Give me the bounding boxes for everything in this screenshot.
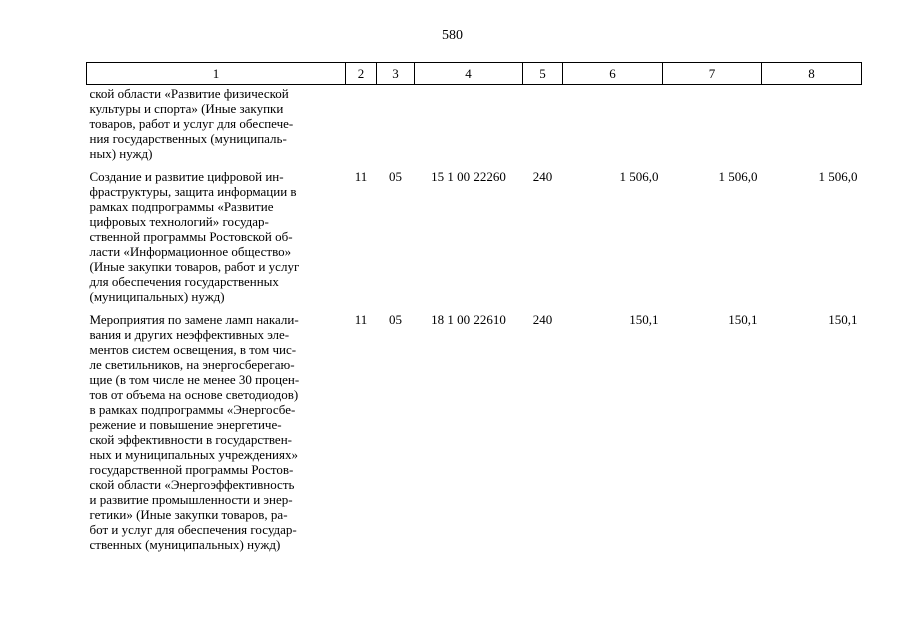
cell-pr: 05 (389, 169, 402, 184)
cell-year-1: 1 506,0 (619, 169, 659, 184)
table-row (87, 85, 862, 170)
description-line: ле светильников, на энергосберегаю- (89, 357, 295, 372)
cell-year-3: 150,1 (828, 312, 858, 327)
table-row (87, 169, 862, 312)
header-col-5: 5 (523, 63, 563, 85)
description-line: рамках подпрограммы «Развитие (89, 199, 274, 214)
header-col-8: 8 (762, 63, 862, 85)
row-description (87, 85, 346, 170)
description-line: в рамках подпрограммы «Энергосбе- (89, 402, 296, 417)
budget-table (86, 62, 862, 560)
cell-year-2: 150,1 (728, 312, 758, 327)
cell-year-1 (563, 85, 663, 170)
cell-year-3: 1 506,0 (818, 169, 858, 184)
description-line: ской области «Развитие физической (89, 86, 289, 101)
description-line: ния государственных (муниципаль- (89, 131, 287, 146)
description-line: гетики» (Иные закупки товаров, ра- (89, 507, 288, 522)
cell-csr (415, 85, 523, 170)
description-line: режение и повышение энергетиче- (89, 417, 282, 432)
description-line: фраструктуры, защита информации в (89, 184, 297, 199)
description-line: государственной программы Ростов- (89, 462, 294, 477)
table-header (87, 63, 862, 85)
description-line: цифровых технологий» государ- (89, 214, 269, 229)
description-line: (муниципальных) нужд) (89, 289, 225, 304)
description-line: и развитие промышленности и энер- (89, 492, 293, 507)
description-line: Создание и развитие цифровой ин- (89, 169, 284, 184)
description-line: товаров, работ и услуг для обеспече- (89, 116, 294, 131)
cell-vr: 240 (532, 169, 553, 184)
description-line: (Иные закупки товаров, работ и услуг (89, 259, 300, 274)
header-col-1: 1 (87, 63, 346, 85)
cell-csr: 18 1 00 22610 (431, 312, 506, 327)
cell-year-1: 150,1 (629, 312, 659, 327)
row-description (87, 169, 346, 312)
cell-year-2 (663, 85, 762, 170)
description-line: ных и муниципальных учреждениях» (89, 447, 298, 462)
description-line: Мероприятия по замене ламп накали- (89, 312, 299, 327)
table-row (87, 312, 862, 560)
header-col-2: 2 (346, 63, 377, 85)
description-line: щие (в том числе не менее 30 процен- (89, 372, 300, 387)
cell-rz: 11 (354, 169, 368, 184)
header-row (87, 63, 862, 85)
cell-pr (377, 85, 415, 170)
row-description (87, 312, 346, 560)
cell-rz (346, 85, 377, 170)
header-col-4: 4 (415, 63, 523, 85)
cell-pr: 05 (389, 312, 402, 327)
description-line: ственных (муниципальных) нужд) (89, 537, 281, 552)
header-col-7: 7 (663, 63, 762, 85)
header-col-6: 6 (563, 63, 663, 85)
header-col-3: 3 (377, 63, 415, 85)
description-line: ской области «Энергоэффективность (89, 477, 295, 492)
cell-year-3 (762, 85, 862, 170)
description-line: ской эффективности в государствен- (89, 432, 292, 447)
description-line: бот и услуг для обеспечения государ- (89, 522, 297, 537)
description-line: ласти «Информационное общество» (89, 244, 292, 259)
description-line: культуры и спорта» (Иные закупки (89, 101, 284, 116)
cell-rz: 11 (354, 312, 368, 327)
description-line: ственной программы Ростовской об- (89, 229, 293, 244)
cell-vr: 240 (532, 312, 553, 327)
description-line: для обеспечения государственных (89, 274, 279, 289)
cell-csr: 15 1 00 22260 (431, 169, 506, 184)
description-line: вания и других неэффективных эле- (89, 327, 290, 342)
description-line: тов от объема на основе светодиодов) (89, 387, 299, 402)
cell-year-2: 1 506,0 (718, 169, 758, 184)
description-line: ментов систем освещения, в том чис- (89, 342, 297, 357)
description-line: ных) нужд) (89, 146, 153, 161)
page-number: 580 (442, 28, 463, 43)
cell-vr (523, 85, 563, 170)
